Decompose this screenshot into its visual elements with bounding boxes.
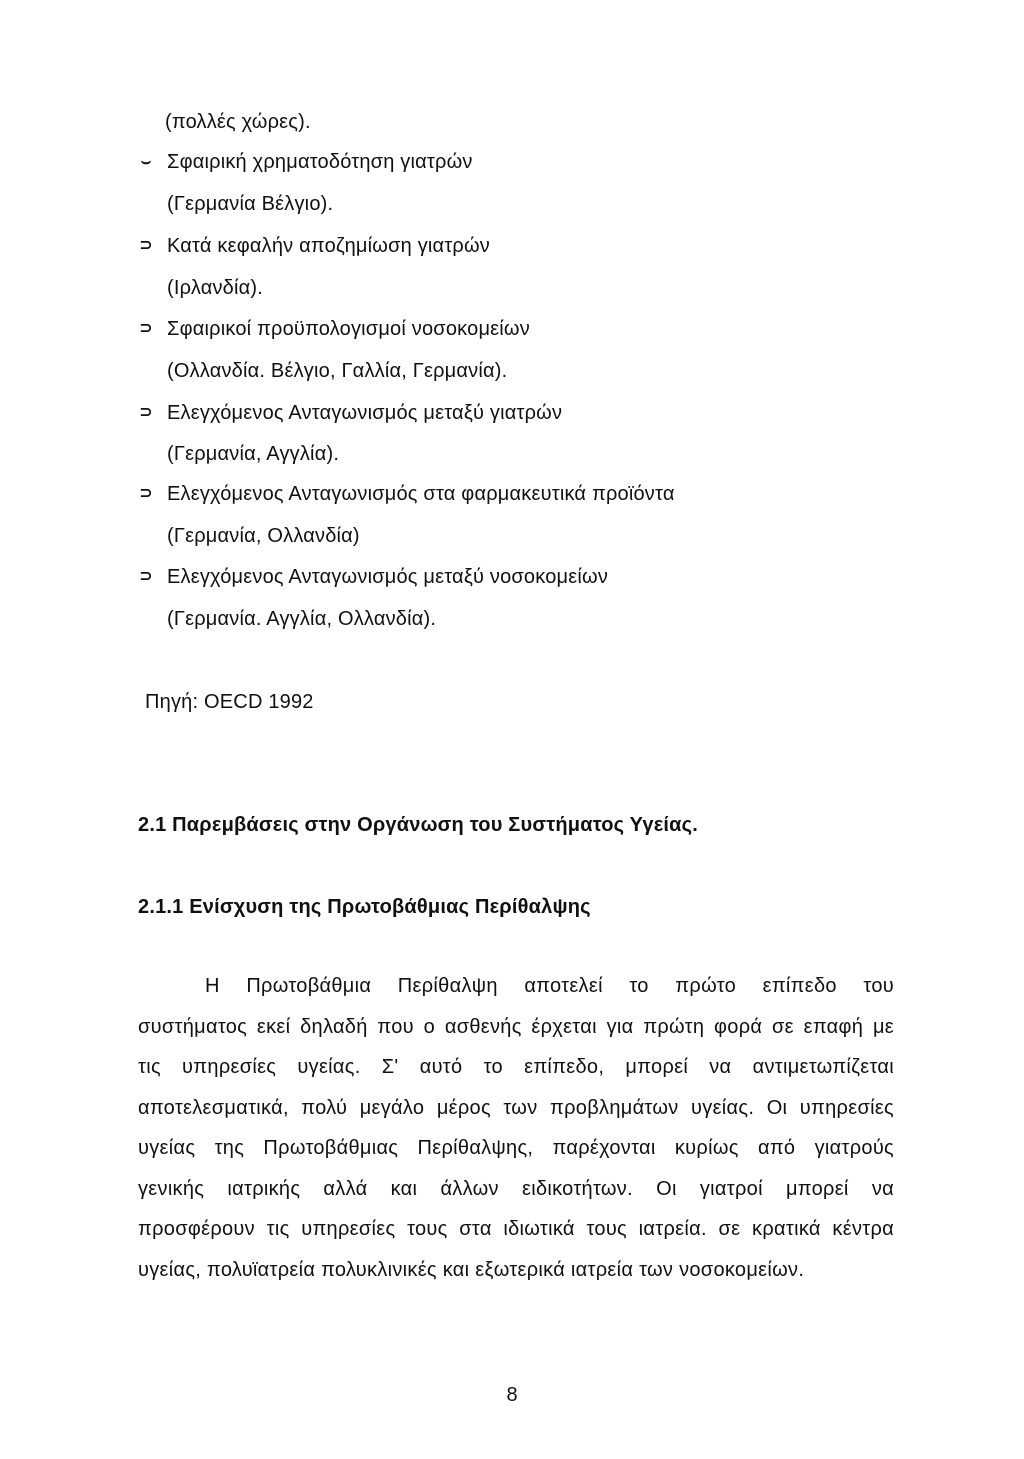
arrow-bullet-icon: ⊃ <box>139 404 153 421</box>
paragraph-line: Η Πρωτοβάθμια Περίθαλψη αποτελεί το πρώτο επίπεδο του <box>205 975 894 997</box>
bullet-item-detail: (Γερμανία, Ολλανδία) <box>167 525 360 547</box>
paragraph-line: υγείας της Πρωτοβάθμιας Περίθαλψης, παρέχονται κυρίως από γιατρούς <box>138 1137 894 1159</box>
intro-line: (πολλές χώρες). <box>165 111 311 133</box>
section-heading: 2.1 Παρεμβάσεις στην Οργάνωση του Συστήματος Υγείας. <box>138 814 699 836</box>
paragraph-line: γενικής ιατρικής αλλά και άλλων ειδικοτήτων. Οι γιατροί μπορεί να <box>138 1177 894 1200</box>
bullet-item-text: Σφαιρική χρηματοδότηση γιατρών <box>167 151 473 173</box>
page-number: 8 <box>506 1384 518 1406</box>
bullet-item-detail: (Γερμανία Βέλγιο). <box>167 193 334 215</box>
paragraph-line: υγείας, πολυϊατρεία πολυκλινικές και εξωτερικά ιατρεία των νοσοκομείων. <box>138 1258 805 1281</box>
paragraph-line: αποτελεσματικά, πολύ μεγάλο μέρος των προβλημάτων υγείας. Οι υπηρεσίες <box>138 1096 894 1119</box>
arrow-bullet-icon: ⊃ <box>139 320 153 337</box>
bullet-item-detail: (Γερμανία. Αγγλία, Ολλανδία). <box>167 608 437 630</box>
bullet-item-text: Ελεγχόμενος Ανταγωνισμός μεταξύ νοσοκομείων <box>167 566 609 588</box>
paragraph-line: προσφέρουν τις υπηρεσίες τους στα ιδιωτικά τους ιατρεία. σε κρατικά κέντρα <box>138 1218 894 1240</box>
bullet-item-detail: (Ολλανδία. Βέλγιο, Γαλλία, Γερμανία). <box>167 360 508 382</box>
subsection-heading: 2.1.1 Ενίσχυση της Πρωτοβάθμιας Περίθαλψης <box>138 896 591 918</box>
arrow-bullet-icon: ⊃ <box>139 485 153 502</box>
bullet-item-detail: (Ιρλανδία). <box>167 277 264 299</box>
bullet-item-text: Ελεγχόμενος Ανταγωνισμός στα φαρμακευτικά προϊόντα <box>167 483 675 505</box>
bullet-item-text: Σφαιρικοί προϋπολογισμοί νοσοκομείων <box>167 318 530 340</box>
paragraph-line: τις υπηρεσίες υγείας. Σ' αυτό το επίπεδο, μπορεί να αντιμετωπίζεται <box>138 1056 894 1078</box>
arrow-bullet-icon: ⊃ <box>139 237 153 254</box>
body-paragraph <box>138 966 894 1290</box>
source-note: Πηγή: OECD 1992 <box>145 691 314 713</box>
arrow-bullet-icon: ⌣ <box>140 153 152 170</box>
paragraph-line: συστήματος εκεί δηλαδή που ο ασθενής έρχεται για πρώτη φορά σε επαφή με <box>138 1015 894 1038</box>
arrow-bullet-icon: ⊃ <box>139 568 153 585</box>
bullet-item-detail: (Γερμανία, Αγγλία). <box>167 443 340 465</box>
bullet-item-text: Ελεγχόμενος Ανταγωνισμός μεταξύ γιατρών <box>167 402 563 424</box>
bullet-item-text: Κατά κεφαλήν αποζημίωση γιατρών <box>167 235 491 257</box>
